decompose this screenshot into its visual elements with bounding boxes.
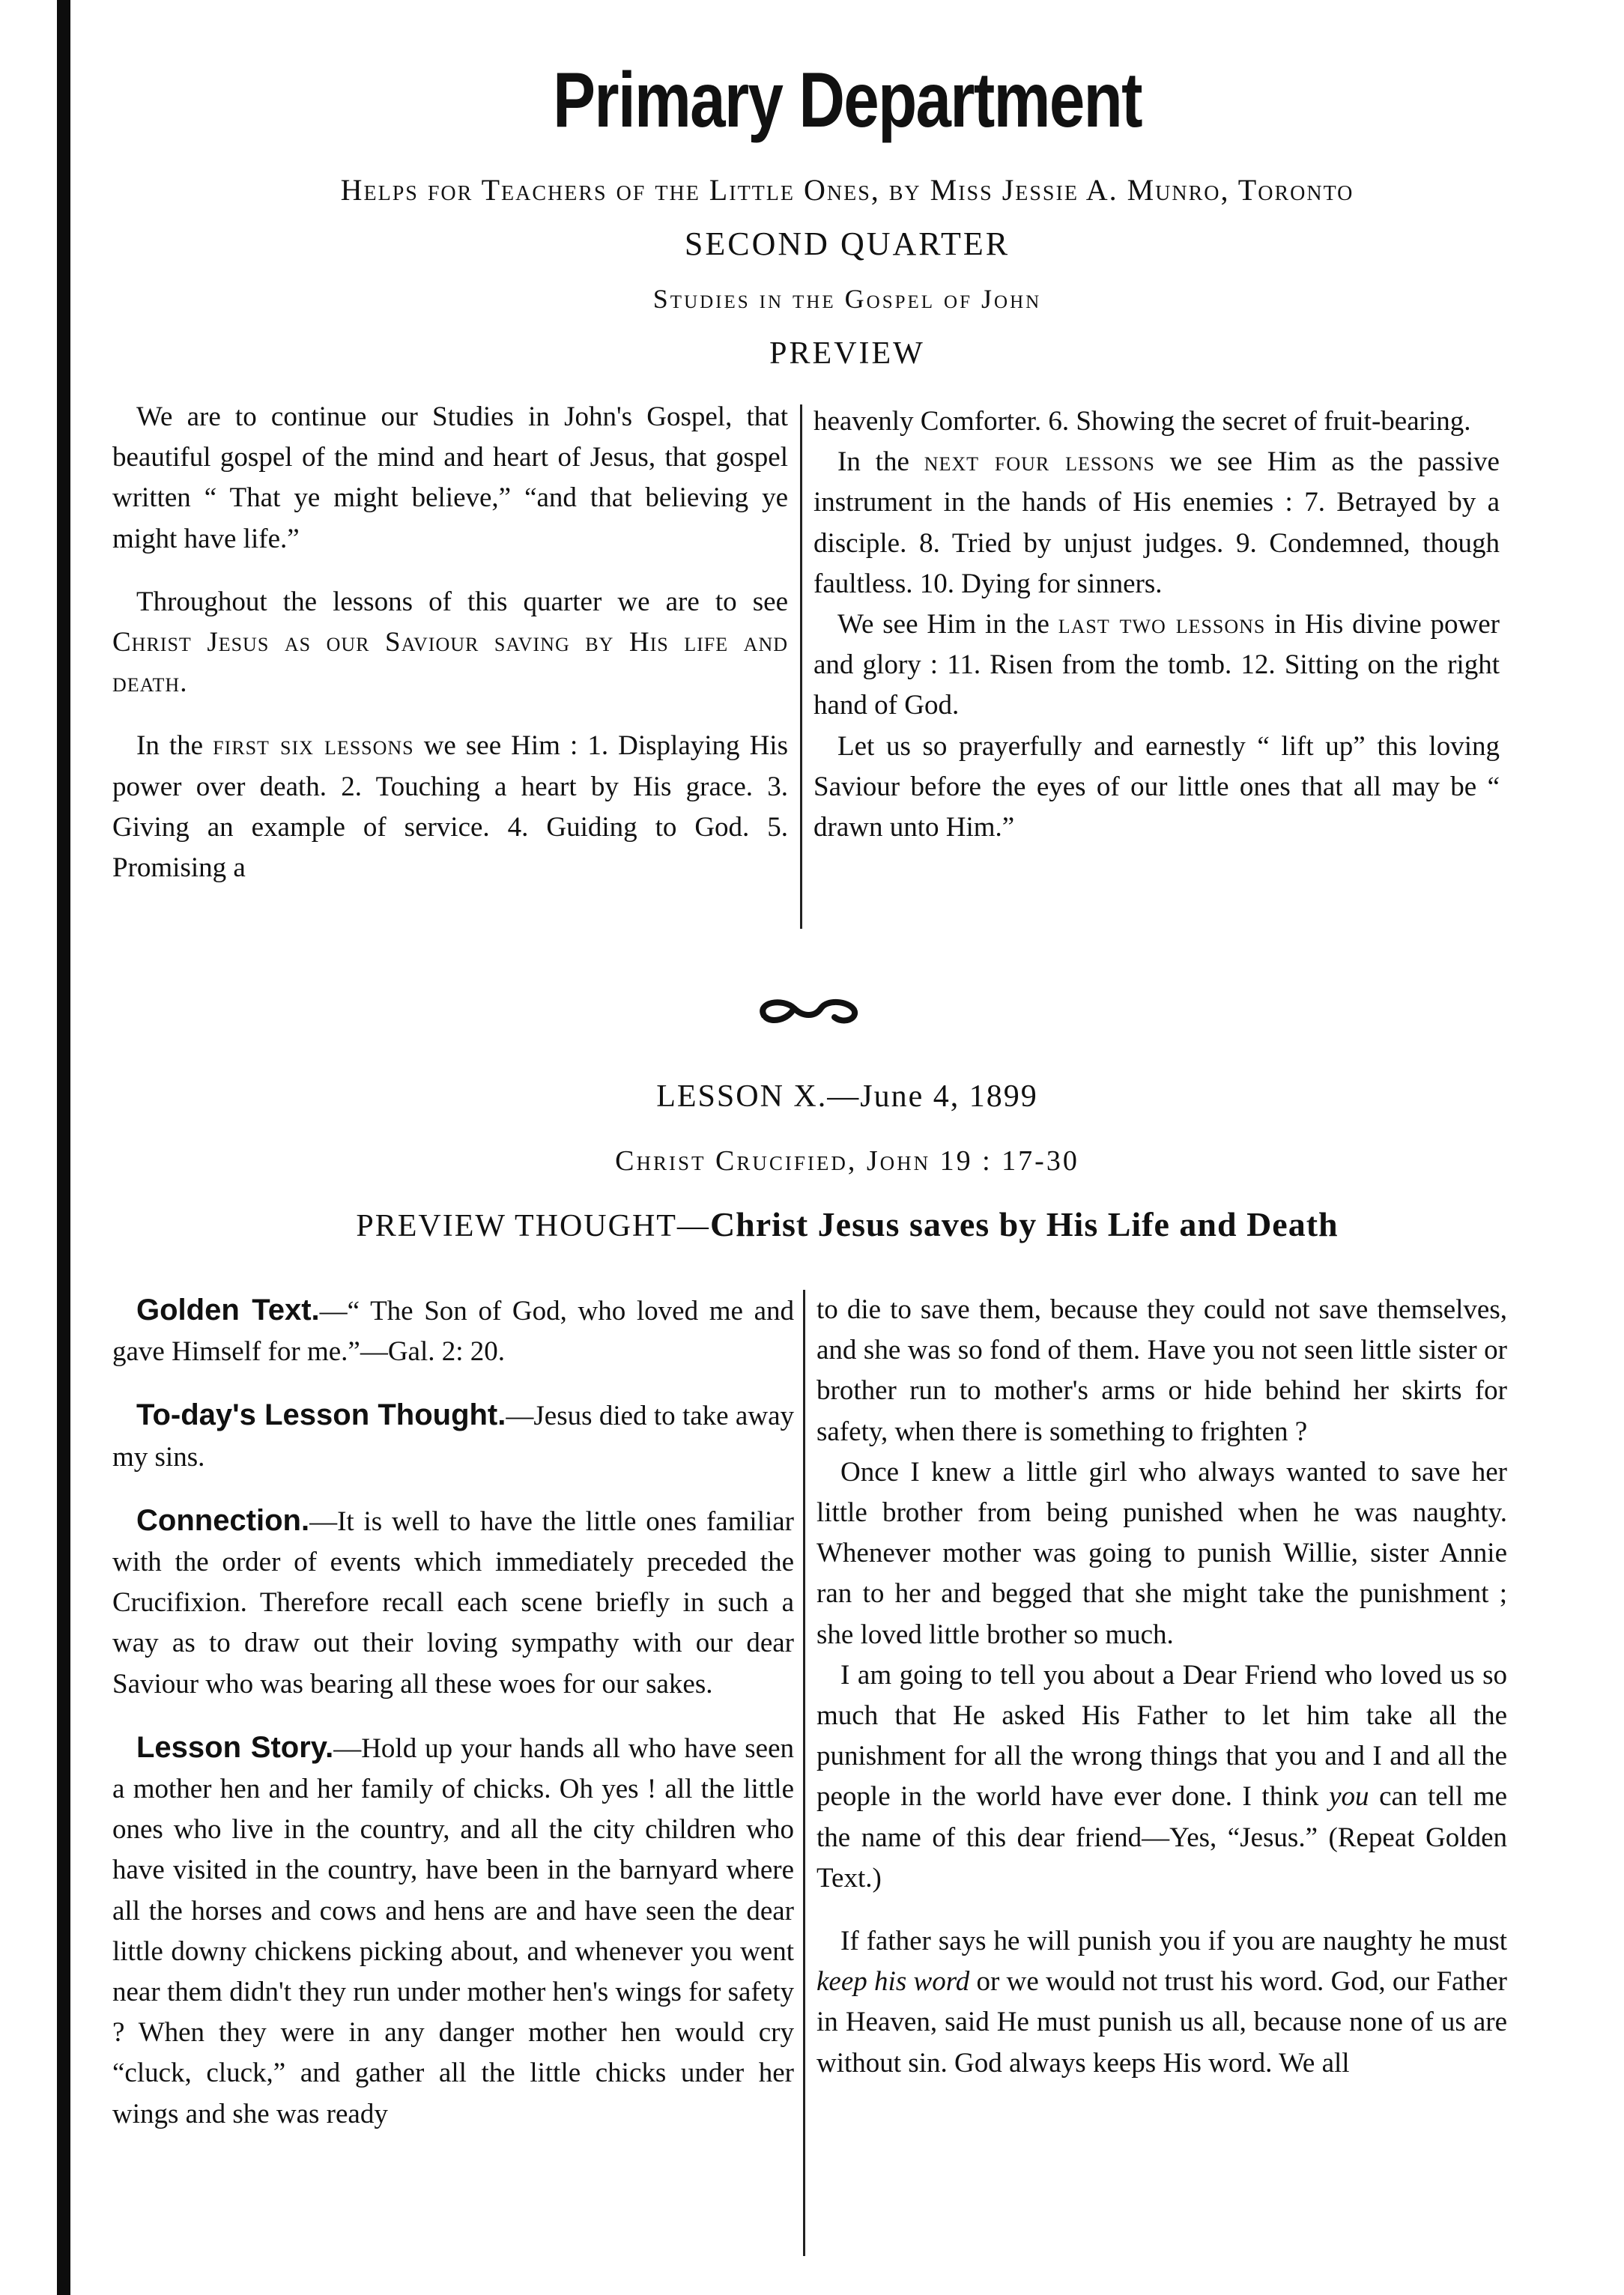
ornament-divider-icon <box>749 987 869 1032</box>
connection-paragraph <box>112 1500 794 1705</box>
preview-emphasis: next four lessons <box>924 446 1155 478</box>
preview-paragraph <box>112 726 788 888</box>
preview-paragraph <box>813 442 1500 604</box>
lesson-thought-text: —Jesus died to take away my sins. <box>112 1401 794 1473</box>
page-spine-shadow <box>57 0 70 2295</box>
byline: Helps for Teachers of the Little Ones, by Miss Jessie A. Munro, Toronto <box>340 173 1354 207</box>
story-paragraph: Once I knew a little girl who always wanted to save her little brother from being punished when he was naughty. Whenever mother was going to punish Willie, sister Annie ran to her and begged that she might take the punishment ; she loved little brother so much. <box>816 1456 1507 1650</box>
lesson-thought-paragraph <box>112 1395 794 1477</box>
lesson-thought-label: To-day's Lesson Thought. <box>136 1398 506 1432</box>
preview-emphasis: first six lessons <box>213 730 414 762</box>
golden-text-label: Golden Text. <box>136 1294 320 1327</box>
preview-emphasis: last two lessons <box>1058 609 1266 640</box>
story-text: or we would not trust his word. God, our Father in Heaven, said He must punish us all, because none of us are without sin. God always keeps His word. We all <box>816 1966 1508 2079</box>
preview-text: we see Him as the passive instrument in the hands of His enemies : 7. Betrayed by a disciple. 8. Tried by unjust judges. 9. Condemned, though faultless. 10. Dying for sinners. <box>813 446 1500 599</box>
column-rule <box>800 404 802 929</box>
preview-text: In the <box>837 446 924 478</box>
preview-left-column <box>112 397 788 888</box>
lesson-subtitle: Christ Crucified, John 19 : 17-30 <box>615 1145 1079 1177</box>
connection-label: Connection. <box>136 1503 310 1537</box>
lesson-story-continued: to die to save them, because they could not save themselves, and she was so fond of them. Have you not seen little sister or brother run to mother's arms or hide behind her skirts for safety, when there is something to frighten ? <box>816 1294 1507 1447</box>
golden-text-paragraph <box>112 1290 794 1372</box>
preview-paragraph: Let us so prayerfully and earnestly “ lift up” this loving Saviour before the eyes of our little ones that all may be “ drawn unto Him.” <box>813 730 1500 843</box>
lesson-story-label: Lesson Story. <box>136 1730 334 1764</box>
studies-heading: Studies in the Gospel of John <box>652 284 1042 314</box>
preview-paragraph: heavenly Comforter. 6. Showing the secret of fruit-bearing. <box>813 406 1471 437</box>
story-text: I am going to tell you about a Dear Friend who loved us so much that He asked His Father to let him take all the punishment for all the wrong things that you and I and all the people in the world have ever done. I think <box>816 1659 1507 1813</box>
story-text: can tell me the name of this dear friend—Yes, “Jesus.” (Repeat Golden Text.) <box>816 1781 1507 1894</box>
story-paragraph <box>816 1655 1507 1899</box>
preview-emphasis: Christ Jesus as our Saviour saving by His life and death. <box>112 627 788 699</box>
preview-text: We see Him in the <box>837 609 1058 640</box>
quarter-heading: SECOND QUARTER <box>684 225 1011 262</box>
preview-text: Throughout the lessons of this quarter we are to see <box>136 586 788 617</box>
preview-paragraph <box>813 604 1500 727</box>
lesson-right-column <box>816 1290 1507 2084</box>
preview-thought-text: Christ Jesus saves by His Life and Death <box>709 1205 1339 1243</box>
lesson-story-paragraph <box>112 1727 794 2135</box>
connection-text: —It is well to have the little ones familiar with the order of events which immediately preceded the Crucifixion. Therefore recall each scene briefly in such a way as to draw out their loving sympathy with our dear Saviour who was bearing all these woes for our sakes. <box>112 1506 794 1700</box>
story-text: If father says he will punish you if you are naughty he must <box>840 1926 1507 1957</box>
page-title: Primary Department <box>553 57 1142 144</box>
story-emphasis: you <box>1329 1781 1369 1813</box>
preview-thought-label: PREVIEW THOUGHT— <box>356 1209 710 1243</box>
story-paragraph <box>816 1921 1507 2084</box>
golden-text: —“ The Son of God, who loved me and gave Himself for me.”—Gal. 2: 20. <box>112 1296 794 1368</box>
preview-text: we see Him : 1. Displaying His power over death. 2. Touching a heart by His grace. 3. Giving an example of service. 4. Guiding to God. 5. Promising a <box>112 730 788 884</box>
column-rule <box>803 1290 805 2256</box>
preview-text: in His divine power and glory : 11. Risen from the tomb. 12. Sitting on the right hand of God. <box>813 609 1500 721</box>
lesson-heading: LESSON X.—June 4, 1899 <box>656 1079 1038 1114</box>
preview-paragraph: We are to continue our Studies in John's Gospel, that beautiful gospel of the mind and heart of Jesus, that gospel written “ That ye might believe,” “and that believing ye might have life.” <box>112 401 788 554</box>
preview-right-column <box>813 401 1500 848</box>
preview-text: In the <box>136 730 213 762</box>
lesson-story-text: —Hold up your hands all who have seen a mother hen and her family of chicks. Oh yes ! all the little ones who live in the country, and all the city children who have visited in the country, have been in the barnyard where all the horses and cows and hens are and have seen the dear little downy chickens picking about, and whenever you went near them didn't they run under mother hen's wings for safety ? When they were in any danger mother hen would cry “cluck, cluck,” and gather all the little chicks under her wings and she was ready <box>112 1732 794 2129</box>
preview-heading: PREVIEW <box>769 336 925 371</box>
preview-paragraph <box>112 582 788 704</box>
preview-thought <box>70 1204 1624 1244</box>
lesson-left-column <box>112 1290 794 2135</box>
story-emphasis: keep his word <box>816 1966 970 1998</box>
